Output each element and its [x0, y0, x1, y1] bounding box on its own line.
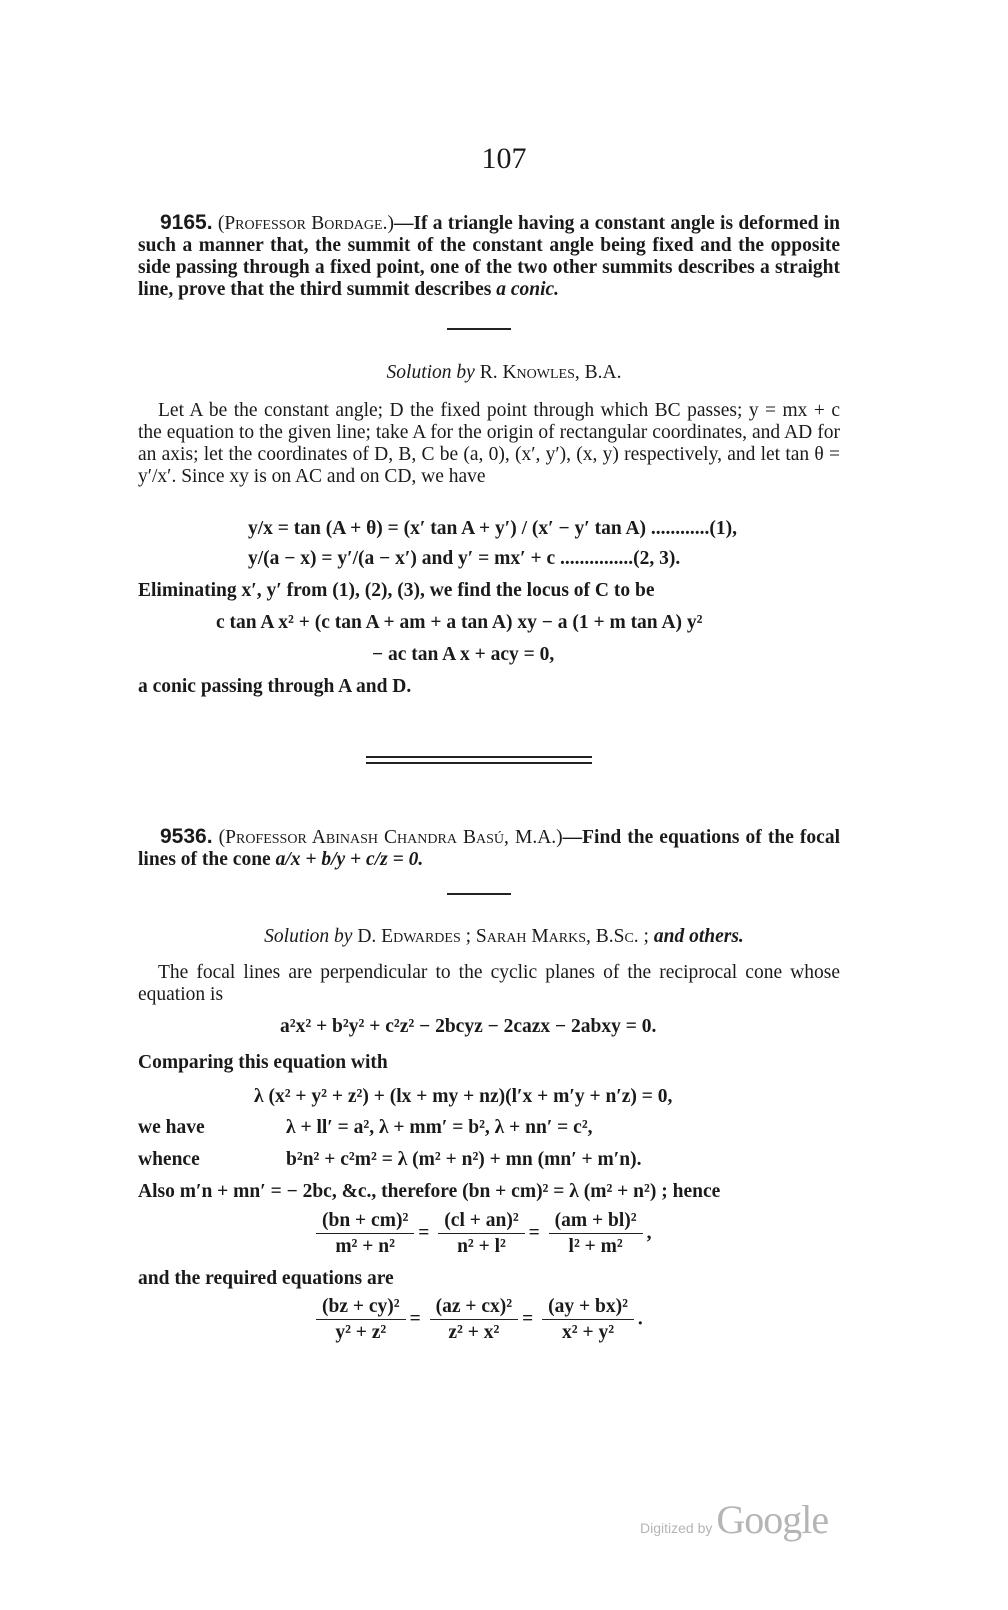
solution-heading: [0, 926, 1008, 948]
digitized-watermark: [640, 1496, 828, 1543]
fraction-numerator: (cl + an)²: [438, 1210, 524, 1234]
locus-equation-line2: − ac tan A x + acy = 0,: [372, 644, 555, 665]
conclusion-text: a conic passing through A and D.: [138, 676, 412, 697]
reciprocal-cone-equation: a²x² + b²y² + c²z² − 2bcyz − 2cazx − 2abxy = 0.: [280, 1016, 657, 1037]
problem-equation: a/x + b/y + c/z = 0.: [275, 849, 424, 870]
fraction-numerator: (am + bl)²: [549, 1210, 643, 1234]
we-have-label: we have: [138, 1117, 205, 1138]
page-number: 107: [481, 142, 527, 175]
whence-label: whence: [138, 1149, 200, 1170]
solution-by-label: Solution by: [264, 926, 353, 947]
problem-author: (Professor Bordage.): [217, 213, 394, 234]
required-text: and the required equations are: [138, 1268, 394, 1289]
problem-number: 9536.: [160, 825, 213, 848]
watermark-prefix: Digitized by: [640, 1520, 713, 1536]
solution-by-label: Solution by: [386, 362, 475, 383]
problem-text: —If a triangle having a constant angle is deformed in such a manner that, the summit of the constant angle being fixed and the opposite side passing through a fixed point, one of the two other summits describes a straight line, prove that the third summit describes: [138, 213, 840, 300]
fraction-denominator: z² + x²: [448, 1322, 500, 1343]
problem-9165: [138, 212, 840, 301]
solution-others: and others.: [653, 926, 744, 947]
whence-equation: b²n² + c²m² = λ (m² + n²) + mn (mn′ + m′n).: [286, 1149, 642, 1170]
comparison-equation: λ (x² + y² + z²) + (lx + my + nz)(l′x + m′y + n′z) = 0,: [254, 1086, 673, 1107]
fraction-numerator: (ay + bx)²: [542, 1296, 634, 1320]
fraction-denominator: l² + m²: [568, 1236, 623, 1257]
short-divider: [447, 893, 511, 895]
problem-9536: [138, 826, 840, 871]
short-divider: [447, 328, 511, 330]
equation-2-3: y/(a − x) = y′/(a − x′) and y′ = mx′ + c ...............(2, 3).: [248, 548, 681, 569]
fraction-equality-2: $\frac{\text{(bz + cy)²}}{\text{y² + z²}}$ = $\frac{\text{(az + cx)²}}{\text{z² + x²}}$ = $\frac{\text{(ay + bx)²}}{\text{x² + y²}}$ .: [312, 1296, 643, 1344]
solution-authors: D. Edwardes ; Sarah Marks, B.Sc. ;: [357, 926, 649, 947]
fraction-denominator: n² + l²: [457, 1236, 506, 1257]
fraction-equality-1: $\frac{\text{(bn + cm)²}}{\text{m² + n²}}$ = $\frac{\text{(cl + an)²}}{\text{n² + l²}}$ = $\frac{\text{(am + bl)²}}{\text{l² + m²}}$ ,: [312, 1210, 652, 1258]
equation-1: y/x = tan (A + θ) = (x′ tan A + y′) / (x′ − y′ tan A) ............(1),: [248, 518, 738, 539]
eliminating-text: Eliminating x′, y′ from (1), (2), (3), we find the locus of C to be: [138, 580, 655, 601]
problem-number: 9165.: [160, 211, 213, 234]
problem-text-end: a conic.: [496, 279, 560, 300]
fraction-numerator: (bn + cm)²: [316, 1210, 414, 1234]
problem-text: —Find the equations of the focal lines of the cone: [138, 827, 840, 870]
fraction-denominator: x² + y²: [561, 1322, 615, 1343]
we-have-equation: λ + ll′ = a², λ + mm′ = b², λ + nn′ = c²,: [286, 1117, 593, 1138]
fraction-denominator: m² + n²: [335, 1236, 395, 1257]
problem-author: (Professor Abinash Chandra Basú, M.A.): [218, 827, 563, 848]
fraction-numerator: (az + cx)²: [430, 1296, 519, 1320]
double-divider-top: [366, 756, 592, 758]
solution-paragraph: The focal lines are perpendicular to the cyclic planes of the reciprocal cone whose equation is: [138, 962, 840, 1005]
google-logo: Google: [716, 1497, 829, 1542]
double-divider-bottom: [366, 762, 592, 764]
solution-paragraph: Let A be the constant angle; D the fixed point through which BC passes; y = mx + c the equation to the given line; take A for the origin of rectangular coordinates, and AD for an axis; let the coordinates of D, B, C be (a, 0), (x′, y′), (x, y) respectively, and let tan θ = y′/x′. Since xy is on AC and on CD, we have: [138, 400, 840, 487]
solution-heading: [0, 362, 1008, 384]
solution-author: R. Knowles, B.A.: [479, 362, 622, 383]
fraction-denominator: y² + z²: [335, 1322, 387, 1343]
fraction-numerator: (bz + cy)²: [316, 1296, 406, 1320]
comparing-text: Comparing this equation with: [138, 1052, 388, 1073]
locus-equation-line1: c tan A x² + (c tan A + am + a tan A) xy − a (1 + m tan A) y²: [216, 612, 703, 633]
also-line: Also m′n + mn′ = − 2bc, &c., therefore (bn + cm)² = λ (m² + n²) ; hence: [138, 1181, 721, 1202]
